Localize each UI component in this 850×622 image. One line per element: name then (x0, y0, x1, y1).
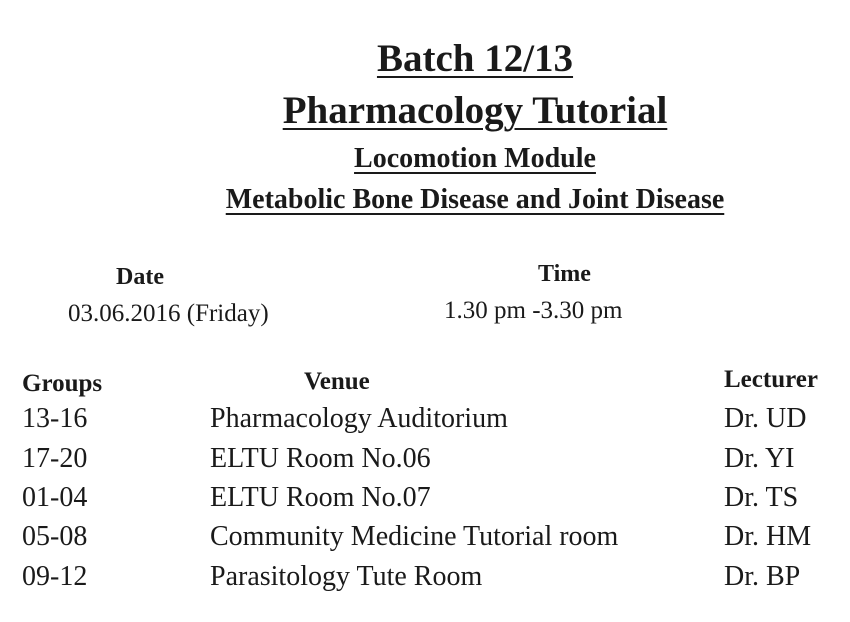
row-lecturer: Dr. HM (724, 521, 812, 552)
row-groups: 05-08 (22, 521, 88, 552)
column-header-venue: Venue (304, 368, 370, 395)
row-venue: Parasitology Tute Room (210, 561, 483, 592)
row-groups: 01-04 (22, 482, 88, 513)
table-row (0, 521, 850, 561)
row-groups: 09-12 (22, 561, 88, 592)
row-venue: Community Medicine Tutorial room (210, 521, 619, 552)
row-groups: 17-20 (22, 443, 88, 474)
row-lecturer: Dr. YI (724, 443, 795, 474)
table-row (0, 482, 850, 522)
time-value: 1.30 pm -3.30 pm (444, 297, 623, 324)
table-row (0, 443, 850, 483)
module-heading: Locomotion Module (354, 143, 596, 174)
row-groups: 13-16 (22, 403, 88, 434)
column-header-lecturer: Lecturer (724, 366, 818, 393)
batch-heading: Batch 12/13 (376, 37, 574, 80)
date-value: 03.06.2016 (Friday) (68, 300, 269, 327)
time-label: Time (538, 261, 591, 287)
topic-heading: Metabolic Bone Disease and Joint Disease (225, 184, 725, 215)
table-row (0, 561, 850, 601)
row-lecturer: Dr. UD (724, 403, 807, 434)
row-venue: ELTU Room No.07 (210, 482, 431, 513)
tutorial-title: Pharmacology Tutorial (282, 89, 668, 132)
column-header-groups: Groups (22, 370, 103, 397)
row-lecturer: Dr. TS (724, 482, 799, 513)
row-venue: Pharmacology Auditorium (210, 403, 508, 434)
table-row (0, 403, 850, 443)
row-venue: ELTU Room No.06 (210, 443, 431, 474)
row-lecturer: Dr. BP (724, 561, 801, 592)
date-label: Date (116, 264, 164, 290)
